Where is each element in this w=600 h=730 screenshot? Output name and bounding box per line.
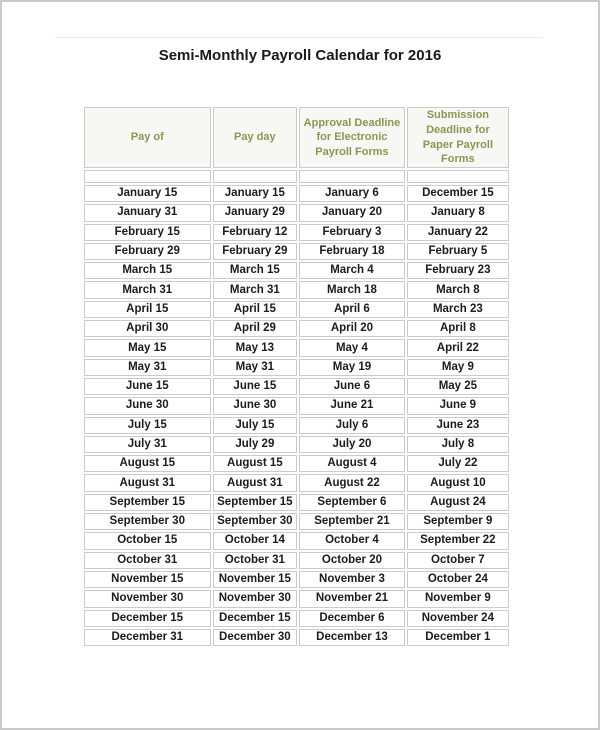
table-row bbox=[84, 455, 509, 472]
table-cell: February 3 bbox=[299, 224, 405, 241]
table-cell: November 30 bbox=[84, 590, 211, 607]
payroll-calendar-table bbox=[82, 105, 511, 648]
table-row bbox=[84, 224, 509, 241]
table-cell: September 9 bbox=[407, 513, 509, 530]
table-cell: June 15 bbox=[213, 378, 298, 395]
table-header-row bbox=[84, 107, 509, 168]
table-row bbox=[84, 474, 509, 491]
table-cell: May 4 bbox=[299, 339, 405, 356]
table-row bbox=[84, 243, 509, 260]
table-cell: May 13 bbox=[213, 339, 298, 356]
table-cell: November 24 bbox=[407, 610, 509, 627]
table-row bbox=[84, 359, 509, 376]
table-cell: October 15 bbox=[84, 532, 211, 549]
table-cell: May 25 bbox=[407, 378, 509, 395]
table-cell: December 15 bbox=[213, 610, 298, 627]
table-row bbox=[84, 262, 509, 279]
table-cell: January 31 bbox=[84, 204, 211, 221]
table-cell: August 10 bbox=[407, 474, 509, 491]
table-row bbox=[84, 417, 509, 434]
table-cell: March 31 bbox=[84, 281, 211, 298]
table-cell: October 20 bbox=[299, 552, 405, 569]
table-cell: September 15 bbox=[213, 494, 298, 511]
page-title: Semi-Monthly Payroll Calendar for 2016 bbox=[158, 47, 442, 64]
table-cell: January 8 bbox=[407, 204, 509, 221]
table-cell: March 4 bbox=[299, 262, 405, 279]
table-cell: December 6 bbox=[299, 610, 405, 627]
table-cell: July 15 bbox=[84, 417, 211, 434]
table-cell: December 13 bbox=[299, 629, 405, 646]
table-cell: November 15 bbox=[213, 571, 298, 588]
table-cell: February 15 bbox=[84, 224, 211, 241]
table-row bbox=[84, 397, 509, 414]
table-cell: November 21 bbox=[299, 590, 405, 607]
table-cell: January 15 bbox=[213, 185, 298, 202]
table-cell: June 21 bbox=[299, 397, 405, 414]
table-cell: January 15 bbox=[84, 185, 211, 202]
spacer-cell bbox=[84, 170, 211, 183]
table-cell: January 29 bbox=[213, 204, 298, 221]
table-cell: August 24 bbox=[407, 494, 509, 511]
table-cell: May 19 bbox=[299, 359, 405, 376]
spacer-row bbox=[84, 170, 509, 183]
table-cell: May 31 bbox=[84, 359, 211, 376]
table-cell: August 31 bbox=[213, 474, 298, 491]
table-cell: August 4 bbox=[299, 455, 405, 472]
table-cell: April 15 bbox=[213, 301, 298, 318]
table-row bbox=[84, 185, 509, 202]
table-cell: February 29 bbox=[84, 243, 211, 260]
col-header-submission-deadline: Submission Deadline for Paper Payroll Forms bbox=[407, 107, 509, 168]
table-cell: June 9 bbox=[407, 397, 509, 414]
table-cell: December 31 bbox=[84, 629, 211, 646]
table-row bbox=[84, 610, 509, 627]
table-cell: February 5 bbox=[407, 243, 509, 260]
table-row bbox=[84, 320, 509, 337]
table-cell: May 15 bbox=[84, 339, 211, 356]
table-cell: January 6 bbox=[299, 185, 405, 202]
table-cell: September 22 bbox=[407, 532, 509, 549]
table-row bbox=[84, 378, 509, 395]
col-header-pay-day: Pay day bbox=[213, 107, 298, 168]
table-row bbox=[84, 532, 509, 549]
table-row bbox=[84, 571, 509, 588]
table-row bbox=[84, 494, 509, 511]
table-cell: July 31 bbox=[84, 436, 211, 453]
table-cell: March 18 bbox=[299, 281, 405, 298]
table-cell: March 31 bbox=[213, 281, 298, 298]
table-cell: March 15 bbox=[213, 262, 298, 279]
table-cell: April 6 bbox=[299, 301, 405, 318]
table-cell: February 23 bbox=[407, 262, 509, 279]
table-cell: July 6 bbox=[299, 417, 405, 434]
table-cell: February 29 bbox=[213, 243, 298, 260]
table-cell: November 30 bbox=[213, 590, 298, 607]
table-cell: October 14 bbox=[213, 532, 298, 549]
table-cell: June 6 bbox=[299, 378, 405, 395]
table-row bbox=[84, 301, 509, 318]
spacer-cell bbox=[299, 170, 405, 183]
table-row bbox=[84, 513, 509, 530]
table-cell: September 6 bbox=[299, 494, 405, 511]
table-row bbox=[84, 590, 509, 607]
table-row bbox=[84, 436, 509, 453]
spacer-cell bbox=[213, 170, 298, 183]
table-cell: April 22 bbox=[407, 339, 509, 356]
table-row bbox=[84, 281, 509, 298]
table-cell: March 8 bbox=[407, 281, 509, 298]
table-cell: March 15 bbox=[84, 262, 211, 279]
header-rule bbox=[55, 37, 543, 38]
table-cell: November 3 bbox=[299, 571, 405, 588]
table-cell: July 15 bbox=[213, 417, 298, 434]
table-cell: July 20 bbox=[299, 436, 405, 453]
table-cell: June 15 bbox=[84, 378, 211, 395]
table-cell: May 9 bbox=[407, 359, 509, 376]
table-row bbox=[84, 552, 509, 569]
table-cell: December 15 bbox=[407, 185, 509, 202]
table-cell: October 24 bbox=[407, 571, 509, 588]
table-cell: December 1 bbox=[407, 629, 509, 646]
table-cell: July 8 bbox=[407, 436, 509, 453]
table-cell: December 15 bbox=[84, 610, 211, 627]
table-cell: March 23 bbox=[407, 301, 509, 318]
table-cell: November 15 bbox=[84, 571, 211, 588]
table-cell: April 15 bbox=[84, 301, 211, 318]
table-cell: October 31 bbox=[213, 552, 298, 569]
table-cell: April 29 bbox=[213, 320, 298, 337]
table-cell: July 22 bbox=[407, 455, 509, 472]
col-header-approval-deadline: Approval Deadline for Electronic Payroll Forms bbox=[299, 107, 405, 168]
table-cell: October 31 bbox=[84, 552, 211, 569]
table-cell: October 7 bbox=[407, 552, 509, 569]
table-cell: April 20 bbox=[299, 320, 405, 337]
table-cell: December 30 bbox=[213, 629, 298, 646]
table-cell: April 8 bbox=[407, 320, 509, 337]
table-cell: September 30 bbox=[213, 513, 298, 530]
spacer-cell bbox=[407, 170, 509, 183]
table-body bbox=[84, 170, 509, 646]
table-cell: August 15 bbox=[84, 455, 211, 472]
table-cell: September 30 bbox=[84, 513, 211, 530]
table-cell: July 29 bbox=[213, 436, 298, 453]
table-row bbox=[84, 204, 509, 221]
table-cell: August 22 bbox=[299, 474, 405, 491]
table-cell: September 15 bbox=[84, 494, 211, 511]
table-cell: June 30 bbox=[213, 397, 298, 414]
table-cell: October 4 bbox=[299, 532, 405, 549]
table-cell: February 12 bbox=[213, 224, 298, 241]
table-row bbox=[84, 339, 509, 356]
col-header-pay-of: Pay of bbox=[84, 107, 211, 168]
table-cell: January 22 bbox=[407, 224, 509, 241]
table-cell: June 30 bbox=[84, 397, 211, 414]
table-cell: June 23 bbox=[407, 417, 509, 434]
table-cell: May 31 bbox=[213, 359, 298, 376]
table-cell: September 21 bbox=[299, 513, 405, 530]
table-cell: August 31 bbox=[84, 474, 211, 491]
table-cell: January 20 bbox=[299, 204, 405, 221]
table-cell: November 9 bbox=[407, 590, 509, 607]
table-cell: August 15 bbox=[213, 455, 298, 472]
table-cell: February 18 bbox=[299, 243, 405, 260]
table-row bbox=[84, 629, 509, 646]
table-cell: April 30 bbox=[84, 320, 211, 337]
